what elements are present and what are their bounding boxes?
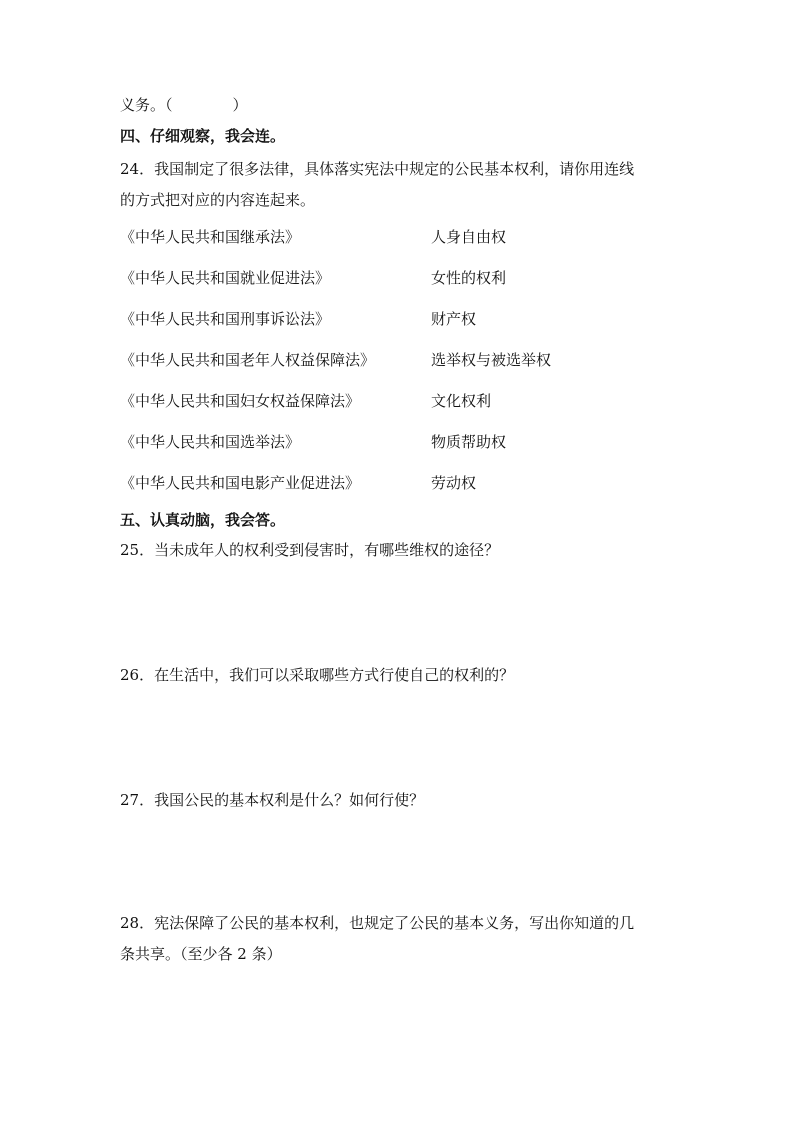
question-24-line-1: 24．我国制定了很多法律，具体落实宪法中规定的公民基本权利，请你用连线 bbox=[120, 160, 635, 178]
right-item: 女性的权利 bbox=[431, 269, 507, 287]
law-item: 《中华人民共和国就业促进法》 bbox=[120, 269, 331, 287]
right-item: 劳动权 bbox=[431, 474, 477, 492]
right-item: 物质帮助权 bbox=[431, 433, 507, 451]
right-item: 财产权 bbox=[431, 310, 477, 328]
law-item: 《中华人民共和国电影产业促进法》 bbox=[120, 474, 361, 492]
law-item: 《中华人民共和国选举法》 bbox=[120, 433, 301, 451]
law-item: 《中华人民共和国老年人权益保障法》 bbox=[120, 351, 376, 369]
right-item: 文化权利 bbox=[431, 392, 492, 410]
question-25: 25．当未成年人的权利受到侵害时，有哪些维权的途径？ bbox=[120, 541, 500, 559]
previous-question-tail: 义务。（ ） bbox=[120, 96, 248, 114]
question-28-line-1: 28．宪法保障了公民的基本权利，也规定了公民的基本义务，写出你知道的几 bbox=[120, 914, 635, 932]
law-item: 《中华人民共和国刑事诉讼法》 bbox=[120, 310, 331, 328]
section-five-heading: 五、认真动脑，我会答。 bbox=[120, 511, 286, 529]
question-26: 26．在生活中，我们可以采取哪些方式行使自己的权利的？ bbox=[120, 666, 515, 684]
section-four-heading: 四、仔细观察，我会连。 bbox=[120, 127, 286, 145]
question-28-line-2: 条共享。（至少各 2 条） bbox=[120, 945, 282, 963]
law-item: 《中华人民共和国妇女权益保障法》 bbox=[120, 392, 361, 410]
question-24-line-2: 的方式把对应的内容连起来。 bbox=[120, 191, 316, 209]
right-item: 选举权与被选举权 bbox=[431, 351, 552, 369]
law-item: 《中华人民共和国继承法》 bbox=[120, 228, 301, 246]
right-item: 人身自由权 bbox=[431, 228, 507, 246]
question-27: 27．我国公民的基本权利是什么？如何行使？ bbox=[120, 791, 425, 809]
